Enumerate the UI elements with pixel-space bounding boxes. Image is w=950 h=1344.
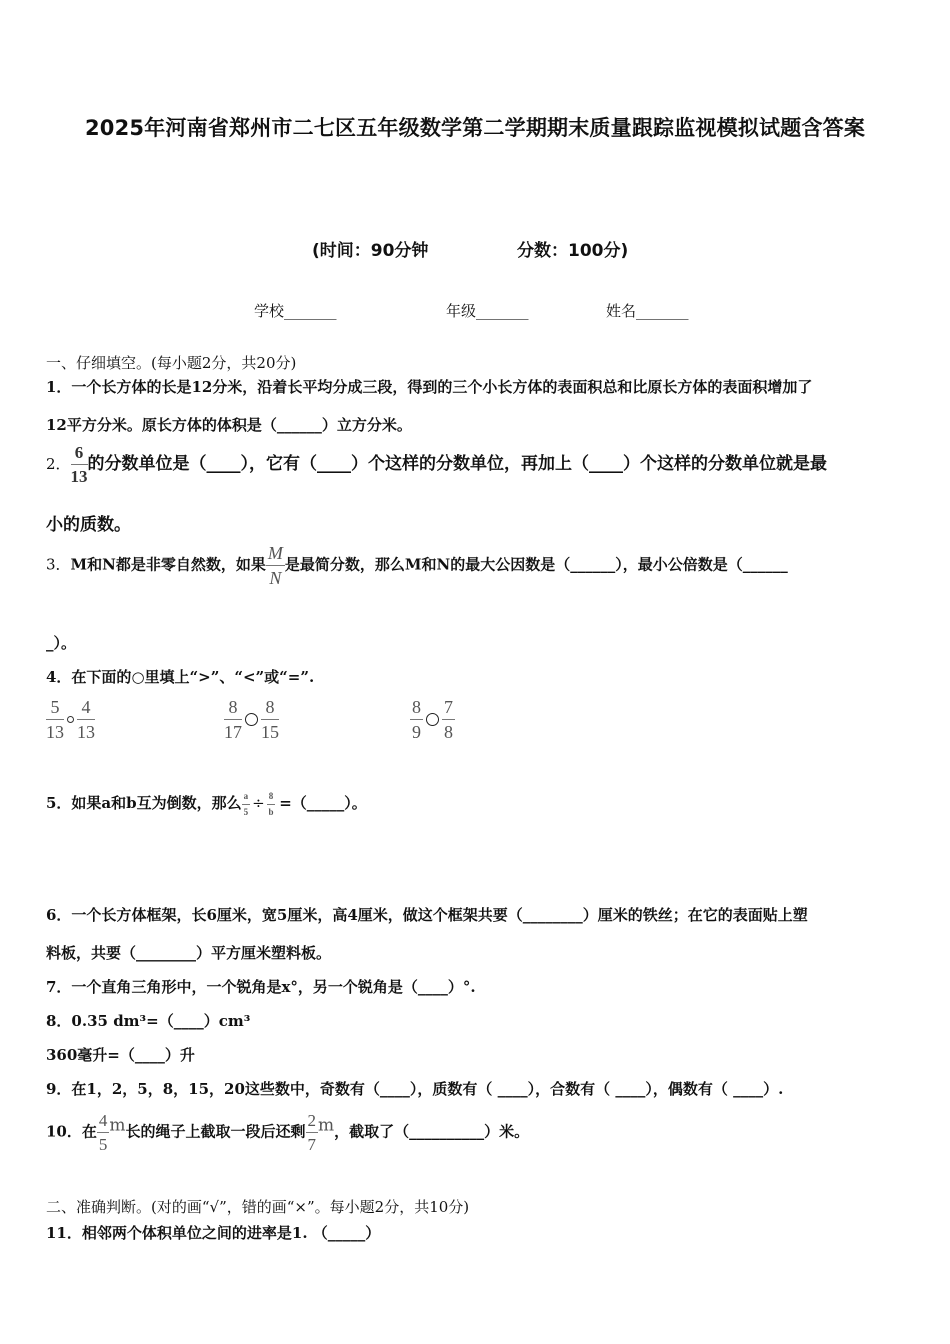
question-6-line2: 料板，共要（________）平方厘米塑料板。 <box>46 944 332 962</box>
question-8-line2: 360毫升=（____）升 <box>46 1046 195 1064</box>
question-2-line2: 小的质数。 <box>46 515 131 535</box>
compare-pair-2: $\frac{8}{17}$ $\frac{8}{15}$ <box>224 697 279 742</box>
section-1-heading: 一、仔细填空。(每小题2分，共20分) <box>46 354 297 372</box>
question-6-line1: 6．一个长方体框架，长6厘米，宽5厘米，高4厘米，做这个框架共要（________）厘米的铁丝；在它的表面贴上塑 <box>46 906 808 924</box>
question-4: 4．在下面的○里填上“>”、“<”或“=”. <box>46 668 315 686</box>
school-field: 学校_______ <box>254 302 337 320</box>
name-field: 姓名_______ <box>606 302 689 320</box>
question-3: 3．M和N都是非零自然数，如果 $\frac{M}{N}$ 是最简分数，那么M和N的最大公因数是（______），最小公倍数是（______ <box>46 543 788 588</box>
question-2-number: 2． <box>46 455 71 473</box>
score-info: 分数：100分) <box>517 241 629 261</box>
fraction-m-n: $\frac{M}{N}$ <box>267 543 283 588</box>
fraction-4-5: $\frac{4}{5}$ <box>98 1111 108 1154</box>
page-title: 2025年河南省郑州市二七区五年级数学第二学期期末质量跟踪监视模拟试题含答案 <box>84 116 866 140</box>
time-info: (时间：90分钟 <box>312 241 429 261</box>
question-10: 10．在 $\frac{4}{5}$ m长的绳子上截取一段后还剩 $\frac{2}{7}$ m，截取了（__________）米。 <box>46 1111 530 1154</box>
question-2-text: 的分数单位是（____），它有（____）个这样的分数单位，再加上（____）个这样的分数单位就是最 <box>87 454 828 474</box>
question-7: 7．一个直角三角形中，一个锐角是x°，另一个锐角是（____）°. <box>46 978 476 996</box>
question-5: 5．如果a和b互为倒数，那么 $\frac{a}{5}$ ÷ $\frac{8}{b}$ =（_____）。 <box>46 791 367 817</box>
question-3-number: 3． <box>46 555 71 574</box>
fraction-2-7: $\frac{2}{7}$ <box>307 1111 317 1154</box>
compare-circle[interactable] <box>426 713 439 726</box>
compare-pair-3: $\frac{8}{9}$ $\frac{7}{8}$ <box>412 697 453 742</box>
question-11: 11．相邻两个体积单位之间的进率是1. （_____） <box>46 1224 381 1242</box>
grade-field: 年级_______ <box>446 302 529 320</box>
question-2 <box>46 444 827 485</box>
question-3-line2: _）。 <box>46 634 77 652</box>
fraction-a-5: $\frac{a}{5}$ <box>243 791 249 817</box>
fraction-6-13: $\frac{6}{13}$ <box>70 443 88 486</box>
compare-circle[interactable] <box>67 716 74 723</box>
question-9: 9．在1，2，5，8，15，20这些数中，奇数有（____），质数有（ ____），合数有（ ____），偶数有（ ____）. <box>46 1080 784 1098</box>
compare-pair-1: $\frac{5}{13}$ $\frac{4}{13}$ <box>46 697 95 742</box>
compare-circle[interactable] <box>245 713 258 726</box>
fraction-8-b: $\frac{8}{b}$ <box>268 791 274 817</box>
section-2-heading: 二、准确判断。(对的画“√”，错的画“×”。每小题2分，共10分) <box>46 1198 470 1216</box>
question-1-line2: 12平方分米。原长方体的体积是（______）立方分米。 <box>46 416 412 434</box>
question-1-line1: 1．一个长方体的长是12分米，沿着长平均分成三段，得到的三个小长方体的表面积总和比原长方体的表面积增加了 <box>46 378 813 396</box>
question-8-line1: 8．0.35 dm³=（____）cm³ <box>46 1012 251 1030</box>
